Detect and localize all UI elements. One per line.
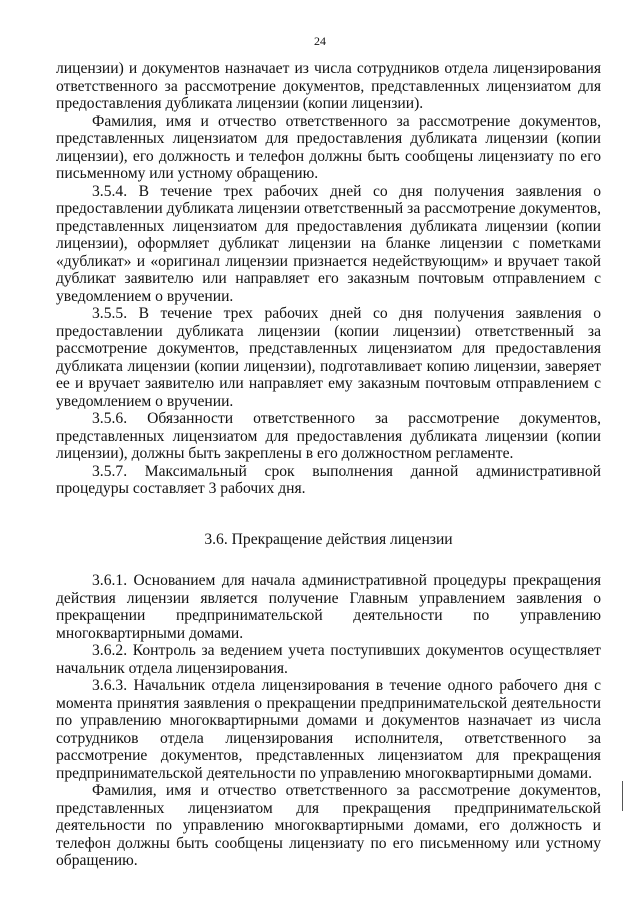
document-body — [56, 60, 601, 870]
paragraph-responsible-contact: Фамилия, имя и отчество ответственного за рассмотрение документов, представленных лицензиатом для предоставления дубликата лицензии (копии лицензии), его должность и телефон должны быть сообщены лицензиату по его письменному или устному обращению. — [56, 112, 601, 182]
paragraph-3-5-6: 3.5.6. Обязанности ответственного за рассмотрение документов, представленных лицензиатом для предоставления дубликата лицензии (копии лицензии), должны быть закреплены в его должностном регламенте. — [56, 410, 601, 462]
paragraph-3-5-5: 3.5.5. В течение трех рабочих дней со дня получения заявления о предоставлении дубликата лицензии (копии лицензии) ответственный за рассмотрение документов, представленных лицензиатом для предоставления дубликата лицензии (копии лицензии), подготавливает копию лицензии, заверяет ее и вручает заявителю или направляет ему заказным почтовым отправлением с уведомлением о вручении. — [56, 305, 601, 410]
paragraph-continuation: лицензии) и документов назначает из числа сотрудников отдела лицензирования ответственного за рассмотрение документов, представленных лицензиатом для предоставления дубликата лицензии (копии лицензии). — [56, 60, 601, 112]
margin-mark — [622, 781, 623, 811]
paragraph-responsible-contact-termination: Фамилия, имя и отчество ответственного за рассмотрение документов, представленных лицензиатом для прекращения предпринимательской деятельности по управлению многоквартирными домами, его должность и телефон должны быть сообщены лицензиату по его письменному или устному обращению. — [56, 782, 601, 869]
section-heading: 3.6. Прекращение действия лицензии — [204, 530, 453, 548]
page-number: 24 — [314, 34, 326, 48]
paragraph-3-5-7: 3.5.7. Максимальный срок выполнения данной административной процедуры составляет 3 рабочих дня. — [56, 462, 601, 497]
paragraph-3-6-2: 3.6.2. Контроль за ведением учета поступивших документов осуществляет начальник отдела лицензирования. — [56, 642, 601, 677]
paragraph-3-6-3: 3.6.3. Начальник отдела лицензирования в течение одного рабочего дня с момента принятия заявления о прекращении предпринимательской деятельности по управлению многоквартирными домами и документов назначает из числа сотрудников отдела лицензирования исполнителя, ответственного за рассмотрение документов, представленных лицензиатом для прекращения предпринимательской деятельности по управлению многоквартирными домами. — [56, 677, 601, 782]
paragraph-3-6-1: 3.6.1. Основанием для начала административной процедуры прекращения действия лицензии является получение Главным управлением заявления о прекращении предпринимательской деятельности по управлению многоквартирными домами. — [56, 572, 601, 642]
paragraph-3-5-4: 3.5.4. В течение трех рабочих дней со дня получения заявления о предоставлении дубликата лицензии ответственный за рассмотрение документов, представленных лицензиатом для предоставления дубликата лицензии (копии лицензии), оформляет дубликат лицензии на бланке лицензии с пометками «дубликат» и «оригинал лицензии признается недействующим» и вручает такой дубликат заявителю или направляет его заказным почтовым отправлением с уведомлением о вручении. — [56, 182, 601, 305]
